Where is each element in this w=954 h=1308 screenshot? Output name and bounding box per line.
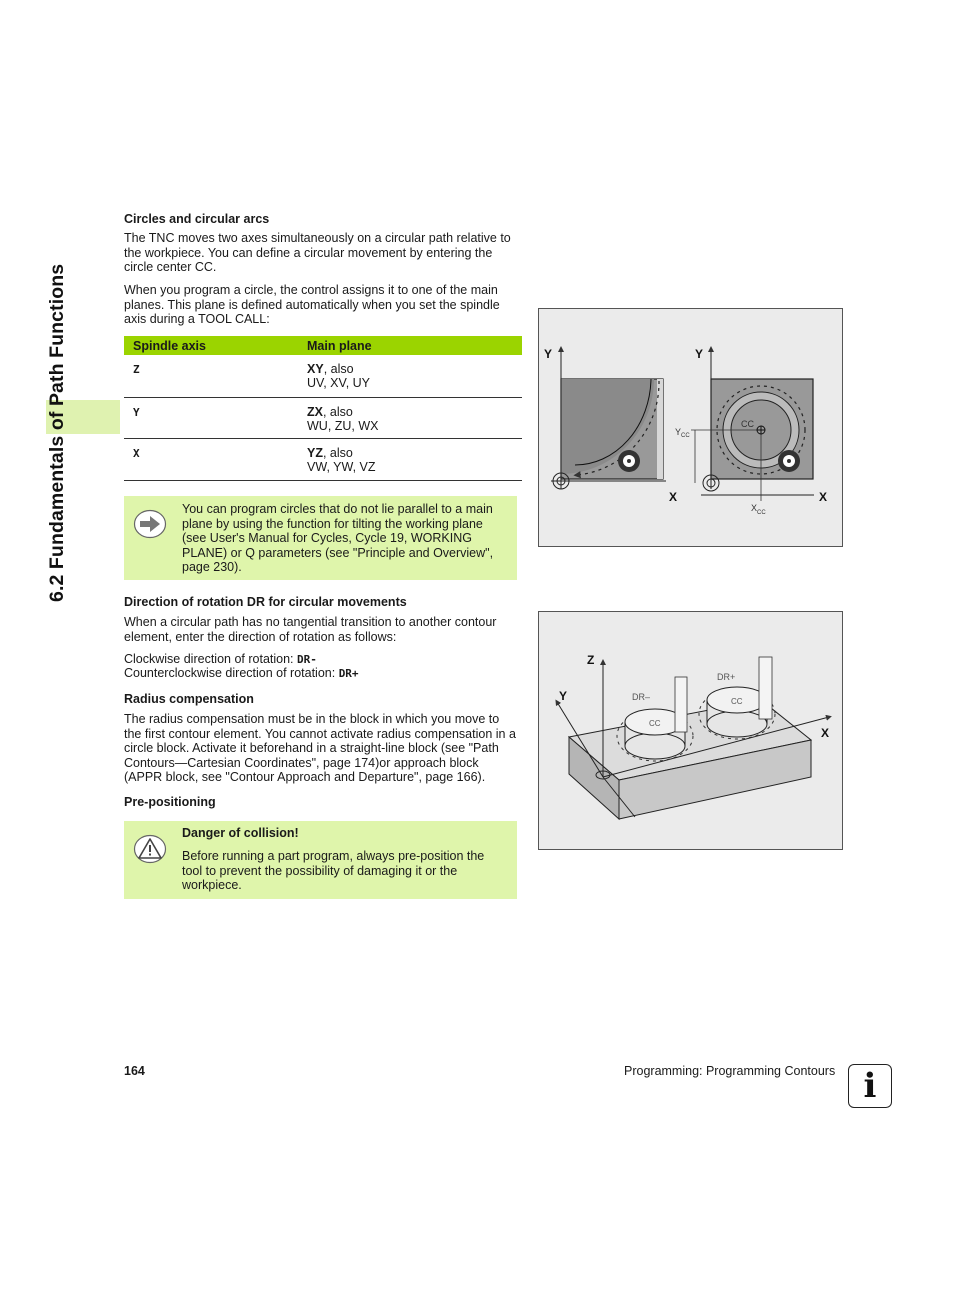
note-box-tilting (124, 496, 517, 580)
axis-cell: X (133, 446, 140, 460)
table-header-plane: Main plane (307, 338, 372, 353)
plane-cell-bold: ZX (307, 404, 323, 419)
note-text: You can program circles that do not lie parallel to a main plane by using the function for tilting the working plane (see User's Manual for Cycles, Cycle 19, WORKING PLANE) or Q parameters (see "Principle and Overview", page 230). (182, 502, 494, 574)
axis-cell: Z (133, 363, 140, 376)
note-box-collision (124, 821, 517, 899)
axis-label-x-left: X (669, 490, 678, 504)
plane-cell-line2: UV, XV, UY (307, 376, 371, 390)
section-heading-circles: Circles and circular arcs (124, 212, 270, 226)
page-number: 164 (124, 1064, 145, 1078)
note-title: Danger of collision! (182, 826, 299, 840)
cw-code: DR- (297, 653, 317, 666)
spindle-plane-table (124, 336, 522, 481)
figure-circle-planes (538, 308, 843, 547)
label-cc-2: CC (731, 697, 743, 706)
table-row (124, 397, 522, 438)
plane-cell-rest: , also (322, 404, 353, 419)
figure-rotation-drawing (539, 612, 842, 849)
axis-label-y-right: Y (695, 347, 704, 361)
axis-label-x-right: X (819, 490, 828, 504)
section-heading-radius: Radius compensation (124, 692, 254, 706)
arrow-right-icon (133, 509, 167, 539)
info-icon (848, 1064, 892, 1108)
info-glyph: i (863, 1066, 877, 1106)
axis-label-y-left: Y (544, 347, 553, 361)
ccw-code: DR+ (338, 667, 359, 680)
circles-paragraph-1: The TNC moves two axes simultaneously on a circular path relative to the workpiece. You can define a circular movement by entering the circle center CC. (124, 231, 511, 274)
ccw-label: Counterclockwise direction of rotation: (124, 666, 339, 680)
label-ycc-sub: CC (681, 433, 690, 439)
axis-label-x: X (821, 726, 830, 740)
section-heading-prepositioning: Pre-positioning (124, 795, 216, 809)
table-row (124, 438, 522, 480)
plane-cell-rest: , also (322, 445, 353, 460)
radius-paragraph: The radius compensation must be in the block in which you move to the first contour element. You cannot activate radius compensation in a circle block. Activate it beforehand in a straight-line block (see "Path Contours—Cartesian Coordinates", page 174)or approach block (APPR block, see "Contour Approach and Departure", page 166). (124, 712, 516, 784)
plane-cell-line2: VW, YW, VZ (307, 459, 376, 474)
plane-cell-line2: WU, ZU, WX (307, 418, 379, 433)
cw-label: Clockwise direction of rotation: (124, 652, 297, 666)
axis-label-z: Z (587, 653, 595, 667)
label-dr-plus: DR+ (717, 672, 736, 682)
plane-cell-rest: , also (323, 362, 354, 376)
label-cc-1: CC (649, 719, 661, 728)
label-dr-minus: DR– (632, 692, 651, 702)
figure-circle-planes-drawing (539, 309, 842, 546)
plane-cell-bold: XY (307, 362, 324, 376)
label-xcc-sub: CC (757, 510, 766, 516)
label-cc: CC (741, 419, 754, 429)
rotation-paragraph: When a circular path has no tangential transition to another contour element, enter the direction of rotation as follows: (124, 615, 497, 644)
note-text: Before running a part program, always pre-position the tool to prevent the possibility of damaging it or the workpiece. (182, 849, 485, 892)
section-heading-rotation: Direction of rotation DR for circular movements (124, 595, 407, 609)
table-row (124, 355, 522, 397)
axis-cell: Y (133, 405, 140, 419)
label-xcc: X (751, 503, 758, 513)
label-ycc: Y (675, 427, 682, 437)
figure-rotation-direction (538, 611, 843, 850)
chapter-title: 6.2 Fundamentals of Path Functions (46, 263, 68, 602)
footer-title: Programming: Programming Contours (624, 1064, 836, 1078)
plane-cell-bold: YZ (307, 445, 323, 460)
axis-label-y: Y (559, 689, 568, 703)
table-header-axis: Spindle axis (133, 338, 206, 353)
warning-icon (133, 834, 167, 864)
circles-paragraph-2: When you program a circle, the control assigns it to one of the main planes. This plane is defined automatically when you set the spindle axis during a TOOL CALL: (124, 283, 500, 326)
rotation-ccw-line (124, 666, 520, 682)
